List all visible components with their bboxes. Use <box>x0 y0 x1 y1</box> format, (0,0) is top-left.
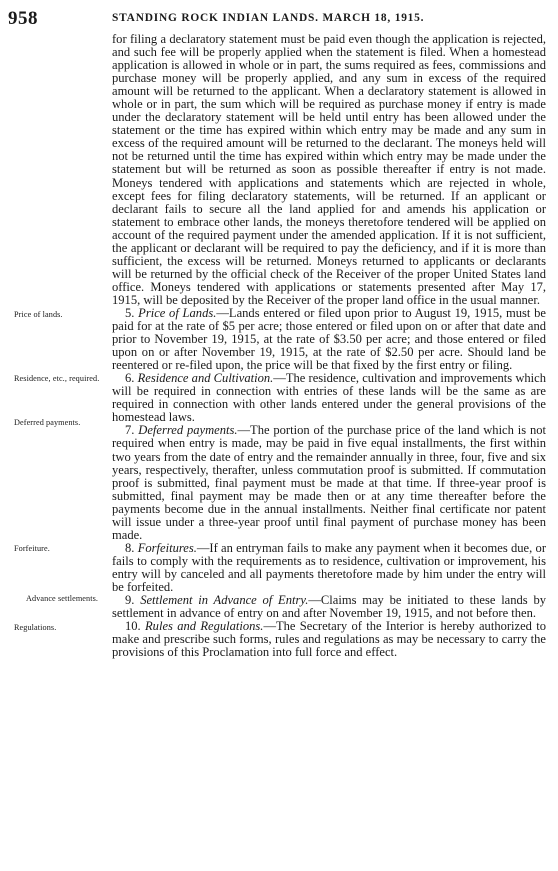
section-title: Rules and Regulations. <box>145 619 264 634</box>
section-title: Deferred payments. <box>138 423 238 438</box>
section-text: —Claims may be initiated to these lands by settlement in advance of entry on and after November 19, 1915, and not before then. <box>112 593 547 621</box>
section-text: —The Secretary of the Interior is hereby authorized to make and prescribe such forms, rules and regulations as may be necessary to carry the provisions of this Proclamation into full force and effect. <box>112 619 547 660</box>
section-title: Forfeitures. <box>137 540 197 555</box>
margin-note-deferred-payments: Deferred payments. <box>14 418 81 428</box>
continuation-block <box>0 33 558 307</box>
continuation-paragraph: for filing a declaratory statement must be paid even though the application is rejected, and such fee will be properly applied when the statement is filed. When a homestead application is allowed in whole or in part, the sums required as fees, commissions and purchase money will be properly applied, and any sum in excess of the required amount will be returned to the applicant. When a declaratory statement is allowed in whole or in part, the sum which will be required as purchase money if entry is made under the declaratory statement will be held until entry has been allowed under the statement or the time has expired within which entry may be made and any sum in excess of the required amount will be returned to the declarant. The moneys held will not be returned until the time has expired within which entry may be made under the statement but will be returned as soon as possible thereafter if entry is not made. Moneys tendered with applications and statements which are rejected in whole, except fees for filing declaratory statements, will be returned. If an applicant or declarant fails to secure all the land applied for and amends his application or statement to embrace other lands, the moneys theretofore tendered will be applied on account of the required payment under the amended application. If it is not sufficient, the applicant or declarant will be required to pay the deficiency, and if it is more than sufficient, the excess will be returned. Moneys returned to applicants or declarants will be returned by the official check of the Receiver of the proper United States land office. Moneys tendered with applications or statements presented after May 17, 1915, will be deposited by the Receiver of the proper land office in the usual manner. <box>112 32 546 307</box>
margin-note-advance-settlements: Advance settlements. <box>26 594 99 604</box>
section-forfeiture <box>0 542 558 594</box>
section-deferred-payments <box>0 418 558 542</box>
section-number: 8. <box>125 540 135 555</box>
section-paragraph <box>112 594 546 620</box>
page-number: 958 <box>8 8 38 29</box>
section-number: 5. <box>125 305 135 320</box>
section-residence <box>0 372 558 424</box>
section-regulations <box>0 620 558 659</box>
section-title: Price of Lands. <box>138 305 217 320</box>
section-paragraph <box>112 620 546 659</box>
section-advance-settlements <box>0 594 558 620</box>
margin-note-regulations: Regulations. <box>14 623 57 633</box>
document-body <box>0 33 558 659</box>
section-text: —Lands entered or filed upon prior to August 19, 1915, must be paid for at the rate of $5 per acre; those entered or filed upon on or after that date and prior to November 19, 1915, at the rate of $3.50 per acre; and those entered or filed upon on or after November 19, 1915, at the rate of $2.50 per acre. Should land be reentered or re-filed upon, the price will be that fixed by the first entry or filing. <box>112 305 546 373</box>
section-price-of-lands <box>0 307 558 372</box>
section-paragraph <box>112 424 546 541</box>
section-number: 9. <box>125 593 135 608</box>
running-head: STANDING ROCK INDIAN LANDS. MARCH 18, 1915. <box>112 12 425 24</box>
section-number: 7. <box>125 423 135 438</box>
section-paragraph <box>112 372 546 424</box>
page-header <box>8 8 550 30</box>
margin-note-forfeiture: Forfeiture. <box>14 543 50 553</box>
section-paragraph <box>112 542 546 594</box>
section-text: —The residence, cultivation and improvements which will be required in connection with entries of these lands will be the same as are required in connection with other lands entered under the general provisions of the homestead laws. <box>112 371 547 425</box>
section-number: 10. <box>125 619 141 634</box>
section-number: 6. <box>125 371 135 386</box>
section-title: Residence and Cultivation. <box>137 371 274 386</box>
section-paragraph <box>112 307 546 372</box>
margin-note-residence: Residence, etc., required. <box>14 374 100 384</box>
section-text: —If an entryman fails to make any payment when it becomes due, or fails to comply with the requirements as to residence, cultivation or improvement, his entry will by canceled and all payments theretofore made by him under the entry will be forfeited. <box>112 540 547 594</box>
margin-note-price-of-lands: Price of lands. <box>14 309 63 319</box>
section-text: —The portion of the purchase price of the land which is not required when entry is made, may be paid in five equal installments, the first within two years from the date of entry and the remainder annually in three, four, five and six years, respectively, therafter, unless commutation proof is submitted. If commutation proof is submitted, final payment must be made at that time. If three-year proof is submitted, final payment may be made then or at any time thereafter before the payments become due in the annual installments. Neither final certificate nor patent will issue under a three-year proof until final payment of purchase money has been made. <box>112 423 546 542</box>
section-title: Settlement in Advance of Entry. <box>140 593 309 608</box>
